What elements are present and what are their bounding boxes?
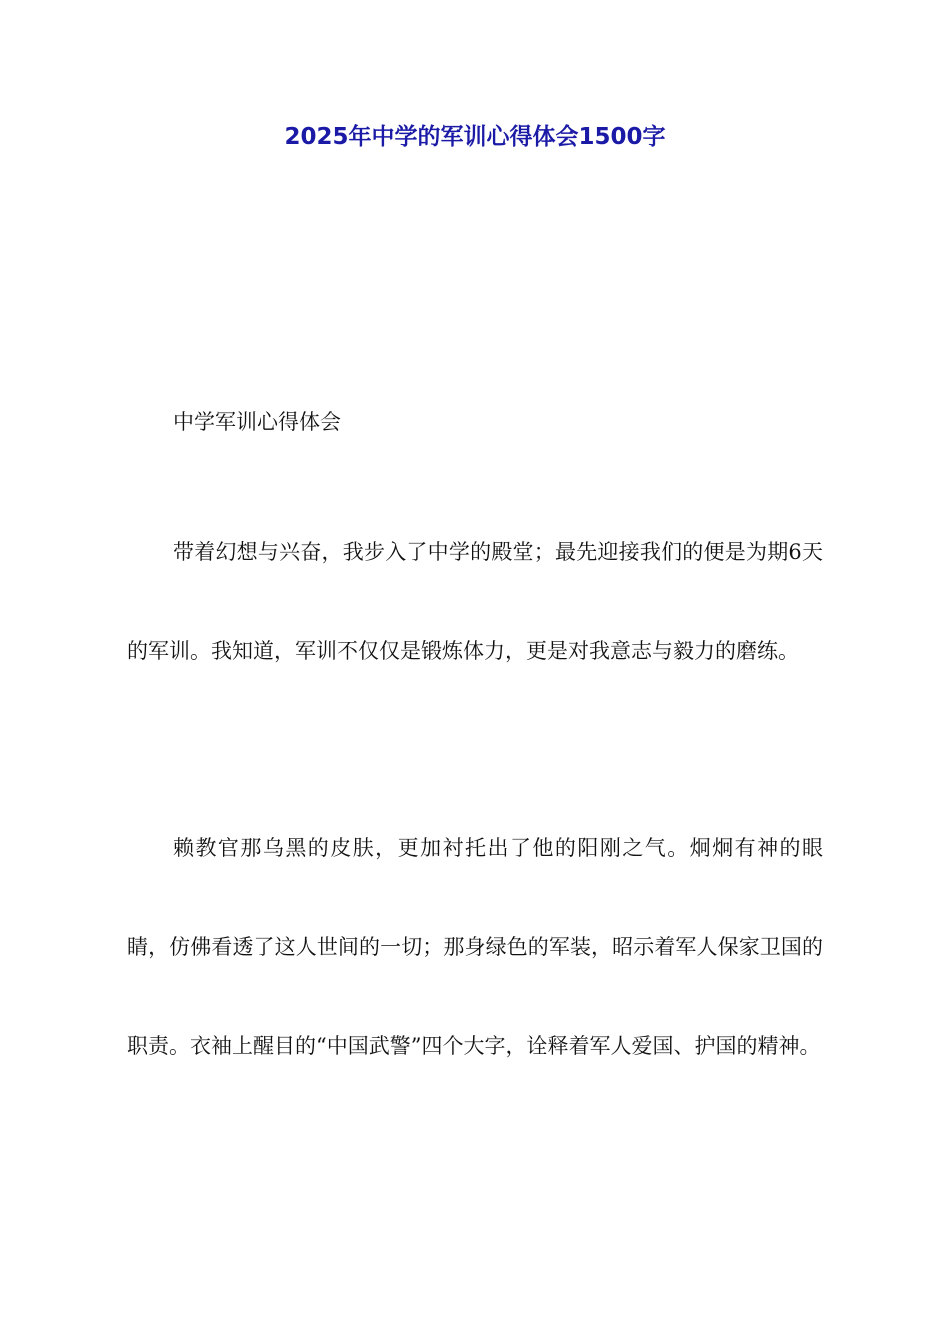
document-title: 2025年中学的军训心得体会1500字 <box>284 124 666 150</box>
paragraph-1: 带着幻想与兴奋，我步入了中学的殿堂；最先迎接我们的便是为期6天的军训。我知道，军训不仅仅是锻炼体力，更是对我意志与毅力的磨练。 <box>127 540 823 663</box>
paragraph-2: 赖教官那乌黑的皮肤，更加衬托出了他的阳刚之气。炯炯有神的眼睛，仿佛看透了这人世间的一切；那身绿色的军装，昭示着军人保家卫国的职责。衣袖上醒目的“中国武警”四个大字，诠释着军人爱国、护国的精神。 <box>127 836 823 1058</box>
section-heading: 中学军训心得体会 <box>173 410 341 434</box>
